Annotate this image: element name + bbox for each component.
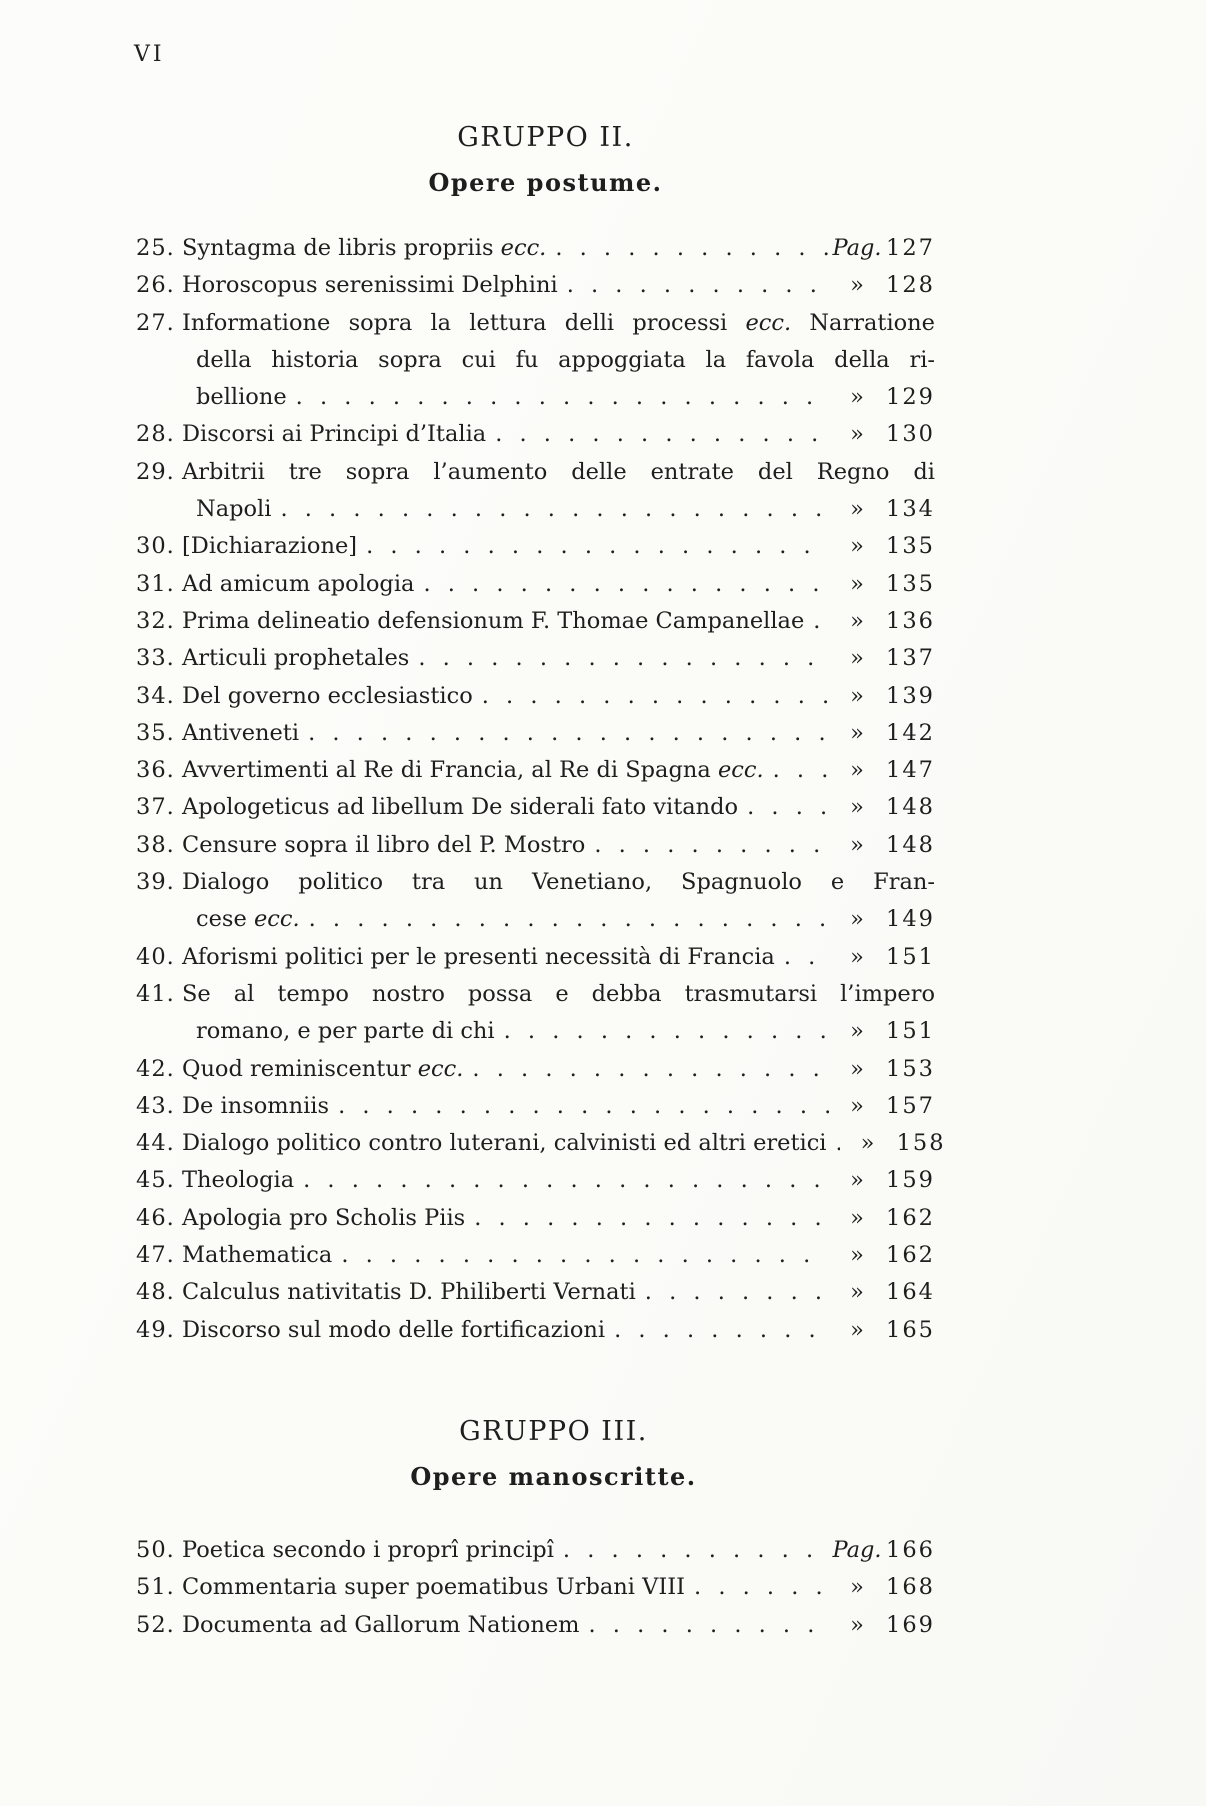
dot-leader	[558, 267, 829, 304]
page-ref-number: 153	[886, 1055, 935, 1082]
entry-title-line	[182, 1237, 935, 1274]
page-ref-number: 136	[886, 607, 935, 634]
page-ref-label: »	[850, 906, 864, 933]
page-ref-number: 157	[886, 1092, 935, 1119]
page-ref-label: »	[850, 607, 864, 634]
entry-number: 38.	[136, 831, 175, 858]
page-ref-label: »	[850, 943, 864, 970]
page-ref-label: »	[850, 1279, 864, 1306]
page-ref-number: 165	[886, 1316, 935, 1343]
dot-leader	[804, 603, 829, 640]
toc-entry	[136, 1312, 935, 1349]
entry-title-text: Antiveneti	[182, 719, 300, 746]
page-ref-label: »	[850, 645, 864, 672]
entry-title-line: Arbitrii tre sopra l’aumento delle entrate del Regno di	[182, 458, 935, 485]
entry-title-line	[182, 901, 935, 938]
dot-leader	[409, 640, 829, 677]
page-ref-label: »	[850, 384, 864, 411]
entry-title-line	[182, 715, 935, 752]
page-ref-label: »	[850, 757, 864, 784]
toc-entry	[136, 230, 935, 267]
entry-number: 32.	[136, 607, 175, 634]
page-ref-number: 159	[886, 1167, 935, 1194]
toc-entry	[136, 1532, 935, 1569]
toc-entry	[136, 1162, 935, 1199]
entry-title-line: Informatione sopra la lettura delli processi ecc. Narratione	[182, 309, 935, 336]
dot-leader	[554, 1532, 829, 1569]
entry-title-line	[182, 752, 935, 789]
entry-title-text: Censure sopra il libro del P. Mostro	[182, 831, 586, 858]
dot-leader	[329, 1088, 829, 1125]
dot-leader	[775, 939, 829, 976]
entry-title-line	[182, 1013, 935, 1050]
toc-entry	[136, 1569, 935, 1606]
entry-title-line	[182, 1312, 935, 1349]
toc-entry	[136, 566, 935, 603]
folio-page-number: VI	[134, 42, 165, 67]
entry-title-text: Dialogo politico contro luterani, calvinisti ed altri eretici	[182, 1130, 827, 1157]
page-ref-number: 169	[886, 1611, 935, 1638]
entry-title-line	[182, 1162, 935, 1199]
entry-title-line	[182, 566, 935, 603]
entry-title-line	[182, 640, 935, 677]
entry-title-text: Documenta ad Gallorum Nationem	[182, 1611, 580, 1638]
toc-entry	[136, 528, 935, 565]
toc-entry	[136, 305, 935, 417]
entry-number: 47.	[136, 1242, 175, 1269]
entry-title-text: Aforismi politici per le presenti necessità di Francia	[182, 943, 775, 970]
dot-leader	[486, 416, 829, 453]
entry-number: 37.	[136, 794, 175, 821]
dot-leader	[463, 1051, 829, 1088]
dot-leader	[580, 1607, 830, 1644]
dot-leader	[738, 789, 829, 826]
entry-title-line	[182, 789, 935, 826]
toc-entry	[136, 1125, 946, 1162]
dot-leader	[827, 1125, 840, 1162]
toc-entry	[136, 1607, 935, 1644]
entry-title-line	[182, 678, 935, 715]
dot-leader	[495, 1013, 829, 1050]
entry-title-text: Articuli prophetales	[182, 645, 410, 672]
entry-number: 40.	[136, 943, 175, 970]
page-ref-label: »	[850, 272, 864, 299]
entry-title-text: [Dichiarazione]	[182, 533, 358, 560]
page-ref-number: 148	[886, 794, 935, 821]
entry-number: 43.	[136, 1092, 175, 1119]
entry-number: 41.	[136, 980, 175, 1007]
entry-number: 50.	[136, 1537, 175, 1563]
entry-title-text: Mathematica	[182, 1242, 333, 1269]
dot-leader	[332, 1237, 829, 1274]
page-ref-number: 142	[886, 719, 935, 746]
entry-title-text: Ad amicum apologia	[182, 570, 415, 597]
toc-entry	[136, 1051, 935, 1088]
page-ref-label: »	[850, 496, 864, 523]
entry-title-line	[182, 230, 935, 267]
toc-entry	[136, 827, 935, 864]
toc-entry	[136, 1088, 935, 1125]
entry-title-text: cese ecc.	[196, 906, 300, 933]
page-ref-number: 139	[886, 682, 935, 709]
section-subtitle: Opere postume.	[428, 168, 663, 197]
page-ref-number: 134	[886, 496, 935, 523]
page-ref-label: »	[860, 1130, 875, 1157]
page-ref-label: »	[850, 1018, 864, 1045]
page-ref-label: Pag.	[832, 1537, 882, 1563]
toc-section-gruppo-3	[136, 1416, 935, 1644]
section-title: GRUPPO II.	[457, 122, 634, 153]
entry-title-text: Avvertimenti al Re di Francia, al Re di Spagna ecc.	[182, 757, 764, 784]
entry-title-text: Horoscopus serenissimi Delphini	[182, 272, 558, 299]
entry-title-text: Theologia	[182, 1167, 295, 1194]
entry-title-text: Discorsi ai Principi d’Italia	[182, 421, 487, 448]
dot-leader	[287, 379, 829, 416]
dot-leader	[546, 230, 829, 267]
dot-leader	[271, 491, 829, 528]
toc-section-gruppo-2	[136, 122, 946, 1349]
dot-leader	[764, 752, 829, 789]
page-ref-label: »	[850, 1092, 864, 1119]
entry-number: 31.	[136, 570, 175, 597]
dot-leader	[299, 715, 829, 752]
page-ref-label: »	[850, 1242, 864, 1269]
dot-leader	[414, 566, 829, 603]
page-ref-label: »	[850, 1167, 864, 1194]
entry-title-line	[182, 379, 935, 416]
entry-title-text: Apologia pro Scholis Piis	[182, 1204, 466, 1231]
page-ref-number: 135	[886, 533, 935, 560]
page-ref-number: 127	[886, 235, 935, 261]
page-ref-number: 147	[886, 757, 935, 784]
toc-entry	[136, 416, 935, 453]
page-ref-number: 151	[886, 943, 935, 970]
toc-entry	[136, 864, 935, 939]
page-ref-number: 135	[886, 570, 935, 597]
entry-number: 42.	[136, 1055, 175, 1082]
page-ref-number: 137	[886, 645, 935, 672]
entry-title-line: Se al tempo nostro possa e debba trasmutarsi l’impero	[182, 980, 935, 1007]
page-ref-number: 149	[886, 906, 935, 933]
toc-entry	[136, 939, 935, 976]
toc-entry	[136, 715, 935, 752]
entry-title-text: Quod reminiscentur ecc.	[182, 1055, 464, 1082]
page-ref-label: »	[850, 1204, 864, 1231]
page-ref-label: »	[850, 421, 864, 448]
entry-number: 44.	[136, 1130, 175, 1157]
entry-number: 46.	[136, 1204, 175, 1231]
page-ref-label: »	[850, 794, 864, 821]
page-ref-number: 129	[886, 384, 935, 411]
section-title: GRUPPO III.	[459, 1416, 648, 1447]
section-subtitle: Opere manoscritte.	[410, 1462, 697, 1491]
page-ref-number: 166	[886, 1537, 935, 1563]
toc-entry	[136, 1200, 935, 1237]
page-ref-label: »	[850, 719, 864, 746]
dot-leader	[585, 827, 829, 864]
entry-number: 30.	[136, 533, 175, 560]
entry-number: 29.	[136, 458, 175, 485]
entry-title-line: della historia sopra cui fu appoggiata la favola della ri-	[196, 346, 935, 373]
toc-list	[136, 1532, 935, 1644]
entry-title-text: Discorso sul modo delle fortificazioni	[182, 1316, 606, 1343]
toc-entry	[136, 267, 935, 304]
page-ref-number: 162	[886, 1242, 935, 1269]
entry-title-text: Poetica secondo i proprî principî	[182, 1537, 554, 1563]
entry-title-text: Apologeticus ad libellum De siderali fato vitando	[182, 794, 739, 821]
toc-entry	[136, 603, 935, 640]
dot-leader	[605, 1312, 829, 1349]
entry-number: 35.	[136, 719, 175, 746]
entry-number: 48.	[136, 1279, 175, 1306]
entry-number: 36.	[136, 757, 175, 784]
toc-entry	[136, 976, 935, 1051]
toc-entry	[136, 1237, 935, 1274]
dot-leader	[300, 901, 829, 938]
page-ref-number: 168	[886, 1574, 935, 1601]
page-ref-label: Pag.	[832, 235, 882, 261]
entry-number: 51.	[136, 1574, 175, 1601]
dot-leader	[636, 1274, 829, 1311]
page-ref-number: 128	[886, 272, 935, 299]
entry-title-line	[182, 1125, 946, 1162]
page-ref-number: 151	[886, 1018, 935, 1045]
entry-title-line	[182, 528, 935, 565]
entry-number: 26.	[136, 272, 175, 299]
entry-title-line	[182, 1200, 935, 1237]
entry-title-line	[182, 1569, 935, 1606]
page-ref-number: 130	[886, 421, 935, 448]
entry-title-line	[182, 603, 935, 640]
page-ref-label: »	[850, 1574, 864, 1601]
page-ref-label: »	[850, 1611, 864, 1638]
entry-title-text: Commentaria super poematibus Urbani VIII	[182, 1574, 686, 1601]
entry-title-line	[182, 1274, 935, 1311]
entry-number: 49.	[136, 1316, 175, 1343]
dot-leader	[465, 1200, 829, 1237]
page-ref-label: »	[850, 831, 864, 858]
entry-title-text: Napoli	[196, 496, 272, 523]
entry-number: 45.	[136, 1167, 175, 1194]
entry-title-line	[182, 939, 935, 976]
entry-number: 39.	[136, 869, 175, 896]
page-ref-label: »	[850, 682, 864, 709]
toc-entry	[136, 752, 935, 789]
toc-entry	[136, 1274, 935, 1311]
entry-number: 25.	[136, 235, 175, 261]
entry-title-line	[182, 1532, 935, 1569]
page-ref-number: 148	[886, 831, 935, 858]
entry-title-line: Dialogo politico tra un Venetiano, Spagnuolo e Fran-	[182, 869, 935, 896]
page-ref-number: 164	[886, 1279, 935, 1306]
dot-leader	[294, 1162, 829, 1199]
dot-leader	[357, 528, 829, 565]
entry-title-line	[182, 1607, 935, 1644]
entry-title-text: romano, e per parte di chi	[196, 1018, 495, 1045]
dot-leader	[473, 678, 829, 715]
page-ref-label: »	[850, 533, 864, 560]
entry-title-text: De insomniis	[182, 1092, 330, 1119]
entry-title-text: Del governo ecclesiastico	[182, 682, 473, 709]
page-ref-number: 162	[886, 1204, 935, 1231]
toc-list	[136, 230, 946, 1349]
toc-entry	[136, 454, 935, 529]
entry-number: 33.	[136, 645, 175, 672]
entry-title-line	[182, 491, 935, 528]
dot-leader	[685, 1569, 829, 1606]
page-ref-label: »	[850, 1316, 864, 1343]
entry-title-line	[182, 827, 935, 864]
entry-title-text: bellione	[196, 384, 287, 411]
page-ref-number: 158	[896, 1130, 946, 1157]
entry-title-text: Calculus nativitatis D. Philiberti Vernati	[182, 1279, 636, 1306]
toc-entry	[136, 640, 935, 677]
entry-number: 34.	[136, 682, 175, 709]
entry-title-line	[182, 1051, 935, 1088]
entry-number: 28.	[136, 421, 175, 448]
entry-title-text: Syntagma de libris propriis ecc.	[182, 235, 547, 261]
toc-entry	[136, 678, 935, 715]
entry-title-text: Prima delineatio defensionum F. Thomae Campanellae	[182, 607, 805, 634]
page-ref-label: »	[850, 570, 864, 597]
toc-entry	[136, 789, 935, 826]
entry-title-line	[182, 416, 935, 453]
entry-number: 27.	[136, 309, 175, 336]
entry-title-line	[182, 1088, 935, 1125]
entry-title-line	[182, 267, 935, 304]
entry-number: 52.	[136, 1611, 175, 1638]
page-ref-label: »	[850, 1055, 864, 1082]
